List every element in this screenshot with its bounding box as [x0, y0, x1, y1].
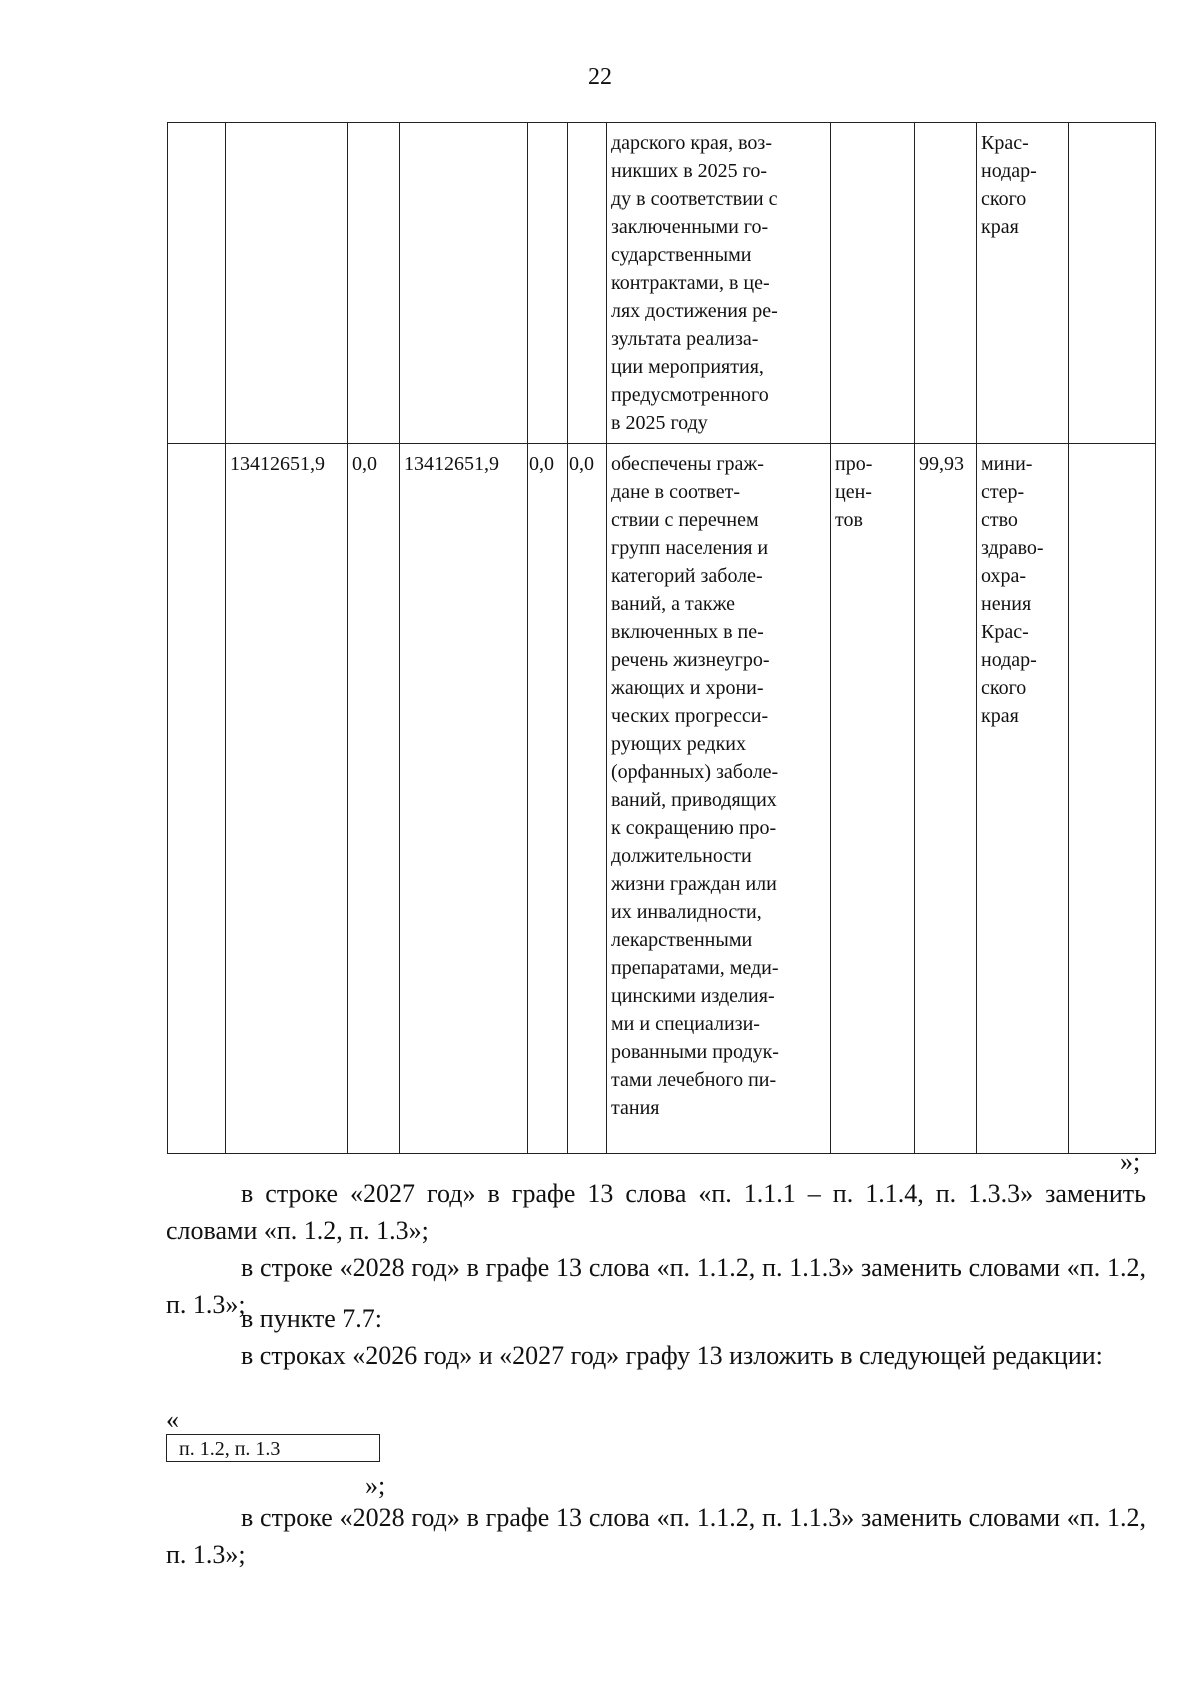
- table-cell: [831, 123, 915, 444]
- table-cell: [568, 123, 607, 444]
- table-row: [168, 123, 1156, 444]
- amount-cell: 0,0: [348, 444, 400, 1154]
- value-cell: 99,93: [915, 444, 977, 1154]
- table-cell: [168, 444, 226, 1154]
- amount-cell: 0,0: [528, 444, 568, 1154]
- result-description: обеспечены граж- дане в соответ- ствии с перечнем групп населения и категорий заболе- ваний, а также включенных в пе- речень жизнеугро- жающих и хрони- ческих прогресси- рующих редких (орфанных) заболе- ваний, приводящих к сокращению про- должительности жизни граждан или их инвалидности, лекарственными препаратами, меди- цинскими изделия- ми и специализи- рованными продук- тами лечебного пи- тания: [607, 444, 831, 1154]
- table-cell: [400, 123, 528, 444]
- responsible-authority: Крас- нодар- ского края: [977, 123, 1069, 444]
- amount-cell: 13412651,9: [400, 444, 528, 1154]
- table-row: [168, 444, 1156, 1154]
- table-cell: [1069, 123, 1156, 444]
- activity-description: дарского края, воз- никших в 2025 го- ду в соответствии с заключенными го- сударственными контрактами, в це- лях достижения ре- зультата реализа- ции мероприятия, предусмотренного в 2025 году: [607, 123, 831, 444]
- paragraph: в строке «2027 год» в графе 13 слова «п. 1.1.1 – п. 1.1.4, п. 1.3.3» заменить словами «п. 1.2, п. 1.3»;: [166, 1179, 1146, 1245]
- snippet-table-cell: п. 1.2, п. 1.3: [166, 1434, 380, 1462]
- data-table: [167, 122, 1156, 1154]
- table-cell: [168, 123, 226, 444]
- table-cell: [528, 123, 568, 444]
- amount-cell: 0,0: [568, 444, 607, 1154]
- snippet-close-quote: »;: [365, 1471, 386, 1500]
- paragraph: в строках «2026 год» и «2027 год» графу 13 изложить в следующей редакции:: [241, 1341, 1103, 1370]
- page-number: 22: [588, 64, 612, 90]
- snippet-open-quote: «: [166, 1405, 179, 1434]
- table-cell: [226, 123, 348, 444]
- paragraph: в строке «2028 год» в графе 13 слова «п. 1.1.2, п. 1.1.3» заменить словами «п. 1.2, п. 1.3»;: [166, 1503, 1146, 1569]
- table-cell: [348, 123, 400, 444]
- table-cell: [1069, 444, 1156, 1154]
- table-cell: [915, 123, 977, 444]
- paragraph: в строке «2028 год» в графе 13 слова «п. 1.1.2, п. 1.1.3» заменить словами «п. 1.2, п. 1.3»;: [166, 1253, 1146, 1319]
- unit-cell: про- цен- тов: [831, 444, 915, 1154]
- responsible-authority: мини- стер- ство здраво- охра- нения Крас- нодар- ского края: [977, 444, 1069, 1154]
- table-close-quote: »;: [1120, 1147, 1141, 1176]
- total-amount: 13412651,9: [226, 444, 348, 1154]
- paragraph: в пункте 7.7:: [241, 1304, 383, 1333]
